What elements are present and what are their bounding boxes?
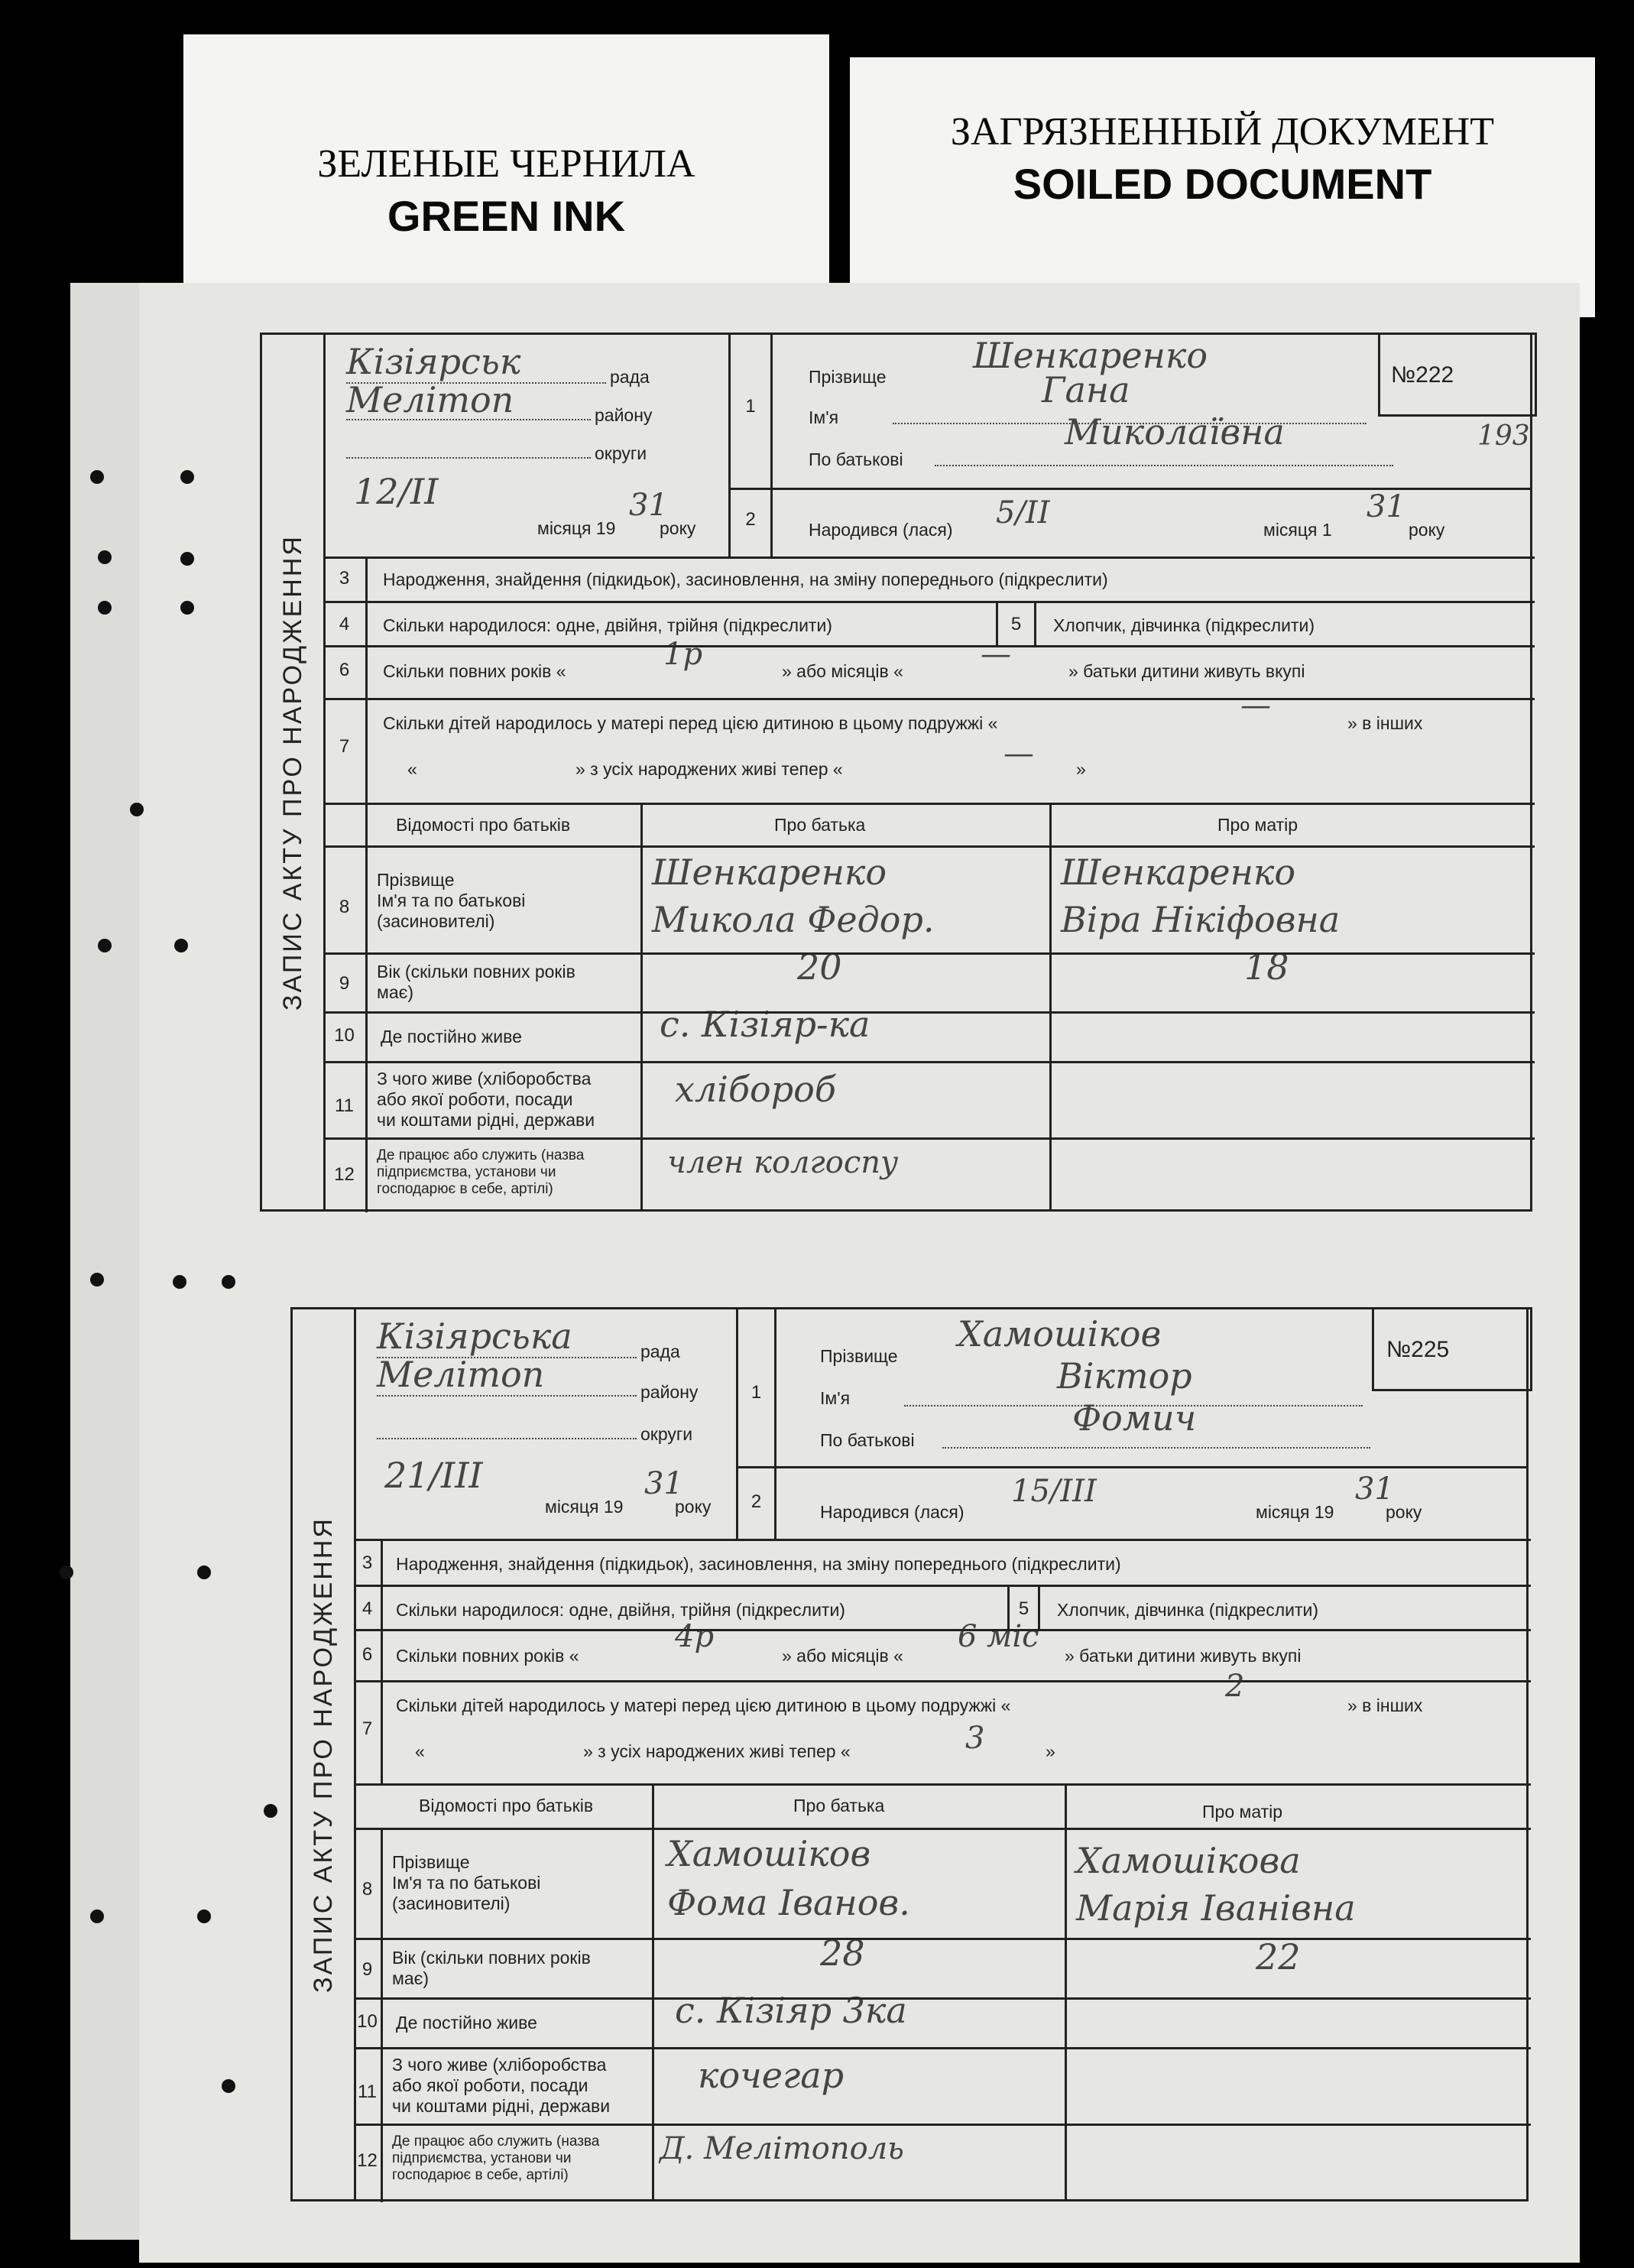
rada-label: рада [640, 1342, 680, 1361]
row9-label: Вік (скільки повних років має) [392, 1948, 591, 1988]
months-together-value: 6 міс [958, 1619, 1039, 1654]
birth-month-label: місяця 1 [1263, 520, 1332, 540]
registration-number-box [1372, 1307, 1532, 1391]
raion-label: району [640, 1382, 699, 1402]
punch-hole [60, 1566, 73, 1579]
year-label: року [660, 518, 696, 538]
month-label: місяця 19 [537, 518, 616, 538]
birth-year-label: року [1386, 1502, 1422, 1522]
row7-e: » [1076, 759, 1086, 779]
soiled-label-ru: ЗАГРЯЗНЕННЫЙ ДОКУМЕНТ [950, 110, 1495, 154]
green-ink-label-card [183, 34, 829, 287]
soiled-label-en: SOILED DOCUMENT [1013, 160, 1432, 208]
patronymic-label: По батькові [820, 1430, 915, 1450]
punch-hole [197, 1909, 211, 1923]
surname-value: Шенкаренко [973, 335, 1208, 376]
row7-c: « [407, 759, 417, 779]
punch-hole [90, 1909, 104, 1923]
soiled-document-label-card [850, 57, 1595, 317]
row6-a: Скільки повних років « [396, 1646, 579, 1666]
punch-hole [222, 1275, 235, 1289]
patronymic-value: Фомич [1072, 1397, 1197, 1439]
raion-value: Мелітоп [346, 379, 514, 420]
row10-label: Де постійно живе [381, 1027, 522, 1046]
row11-label: З чого живе (хліборобства або якої роботи, посади чи коштами рідні, держави [377, 1069, 595, 1130]
punch-hole [90, 470, 104, 484]
row7-b: » в інших [1347, 1695, 1423, 1715]
residence-value: с. Кізіяр-ка [660, 1004, 870, 1045]
years-together-value: 4р [675, 1619, 715, 1654]
registration-number-box [1378, 333, 1537, 417]
punch-hole [98, 939, 112, 952]
workplace-value: Д. Мелітополь [660, 2131, 904, 2166]
row4-text: Скільки народилося: одне, двійня, трійня (підкреслити) [396, 1600, 845, 1620]
born-label: Народився (лася) [820, 1502, 965, 1522]
punch-hole [98, 601, 112, 615]
registration-number: №222 [1391, 362, 1454, 388]
alive-now-value: — [1003, 736, 1034, 771]
birth-month-label: місяця 19 [1256, 1502, 1334, 1522]
residence-value: с. Кізіяр 3ка [675, 1990, 907, 2031]
punch-hole [174, 939, 188, 952]
row3-text: Народження, знайдення (підкидьок), засиновлення, на зміну попереднього (підкреслити) [396, 1554, 1121, 1574]
year-label: року [675, 1497, 712, 1517]
row6-a: Скільки повних років « [383, 661, 566, 681]
punch-hole [180, 601, 194, 615]
parents-header: Відомості про батьків [419, 1796, 594, 1815]
father-name-value: Хамошіков Фома Іванов. [667, 1833, 910, 1923]
row12-label: Де працює або служить (назва підприємства, установи чи господарює в себе, артілі) [392, 2133, 600, 2183]
row4-text: Скільки народилося: одне, двійня, трійня (підкреслити) [383, 615, 832, 635]
okruhy-label: округи [640, 1424, 693, 1444]
born-label: Народився (лася) [809, 520, 953, 540]
row7-a: Скільки дітей народилось у матері перед цією дитиною в цьому подружжі « [396, 1695, 1011, 1715]
name-value: Гана [1042, 369, 1130, 410]
children-before-value: — [1240, 688, 1271, 723]
record-year-value: 31 [629, 488, 668, 523]
about-father-header: Про батька [793, 1796, 885, 1815]
months-together-value: — [981, 637, 1011, 672]
row11-label: З чого живе (хліборобства або якої роботи, посади чи коштами рідні, держави [392, 2055, 611, 2116]
row8-label: Прізвище Ім'я та по батькові (засиновителі) [377, 870, 526, 931]
row10-label: Де постійно живе [396, 2013, 537, 2033]
row6-b: » або місяців « [782, 661, 903, 681]
children-before-value: 2 [1225, 1669, 1245, 1704]
row5-text: Хлопчик, дівчинка (підкреслити) [1053, 615, 1315, 635]
mother-age-value: 18 [1244, 946, 1289, 988]
punch-hole [90, 1273, 104, 1286]
surname-label: Прізвище [820, 1346, 898, 1366]
record-side-title: ЗАПИС АКТУ ПРО НАРОДЖЕННЯ [293, 1309, 356, 2199]
row6-c: » батьки дитини живуть вкупі [1065, 1646, 1302, 1666]
mother-age-value: 22 [1256, 1936, 1301, 1978]
mother-name-value: Шенкаренко Віра Нікіфовна [1061, 852, 1341, 940]
father-age-value: 28 [820, 1932, 865, 1974]
registration-number: №225 [1386, 1337, 1450, 1362]
father-name-value: Шенкаренко Микола Федор. [652, 852, 935, 940]
row7-d: » з усіх народжених живі тепер « [583, 1741, 851, 1761]
punch-hole [180, 470, 194, 484]
row8-label: Прізвище Ім'я та по батькові (засиновителі) [392, 1852, 541, 1913]
punch-hole [130, 803, 144, 816]
birth-year-value: 31 [1367, 489, 1405, 524]
birth-date-value: 15/ІІІ [1011, 1474, 1097, 1509]
birth-record-form-2: ЗАПИС АКТУ ПРО НАРОДЖЕННЯ Кізіярська рада Мелітоп району округи 21/ІІІ місяця 19 31 року 1 2 Прізвище Хамошіков Ім'я Віктор По батькові Фомич №225 Народився (лася) 15/ІІІ місяця 19 31 року 3 Народження, знайдення (підкидьок), засиновлення, на зміну попереднього (підкреслити) 4 Скільки народилося: одне, двійня, трійня (підкреслити) 5 Хлопчик, дівчинка (підкреслити) 6 Скільки повних років « 4р » або місяців « 6 міс » батьки дитини живуть вкупі 7 Скільки дітей народилось у матері перед цією дитиною в цьому подружжі « 2 » в інших « » з усіх народжених живі тепер « 3 » Відомості про батьків Про батька Про матір 8 Прізвище Ім'я та по батькові (засиновителі) Хамошіков Фома Іванов. Хамошікова Марія Іванівна 9 Вік (скільки повних років має) 28 22 10 Де постійно живе с. Кізіяр 3ка 11 З чого живе (хліборобства або якої роботи, посади чи коштами рідні, держави кочегар 12 Де працює або служить (назва підприємства, установи чи господарює в себе, артілі) Д. Мелітополь [290, 1307, 1529, 2201]
parents-header: Відомості про батьків [396, 815, 571, 835]
occupation-value: кочегар [698, 2055, 845, 2096]
birth-year-label: року [1409, 520, 1445, 540]
punch-hole [180, 552, 194, 566]
surname-label: Прізвище [809, 367, 887, 387]
name-label: Ім'я [809, 407, 839, 427]
birth-date-value: 5/ІІ [996, 495, 1050, 530]
punch-hole [197, 1566, 211, 1579]
raion-label: району [595, 405, 653, 425]
alive-now-value: 3 [965, 1721, 985, 1756]
rada-value: Кізіярськ [346, 341, 521, 382]
name-label: Ім'я [820, 1388, 851, 1408]
record-date-value: 12/ІІ [354, 471, 439, 512]
punch-hole [173, 1275, 186, 1289]
punch-hole [264, 1804, 277, 1818]
row7-d: » з усіх народжених живі тепер « [575, 759, 843, 779]
rada-value: Кізіярська [377, 1316, 572, 1357]
name-value: Віктор [1057, 1355, 1192, 1397]
mother-name-value: Хамошікова Марія Іванівна [1076, 1840, 1356, 1929]
birth-year-value: 31 [1355, 1471, 1394, 1507]
row7-c: « [415, 1741, 425, 1761]
years-together-value: 1р [663, 637, 703, 672]
punch-hole [222, 2079, 235, 2093]
row7-b: » в інших [1347, 713, 1423, 733]
binding-strip [70, 283, 139, 2240]
month-label: місяця 19 [545, 1497, 624, 1517]
patronymic-label: По батькові [809, 449, 903, 469]
record-year-value: 31 [644, 1466, 683, 1501]
birth-record-form-1: ЗАПИС АКТУ ПРО НАРОДЖЕННЯ Кізіярськ рада Мелітоп району округи 12/ІІ місяця 19 31 року 1 2 Прізвище Шенкаренко Ім'я Гана По батькові Миколаївна №222 193 Народився (лася) 5/ІІ місяця 1 31 року 3 Народження, знайдення (підкидьок), засиновлення, на зміну попереднього (підкреслити) 4 Скільки народилося: одне, двійня, трійня (підкреслити) 5 Хлопчик, дівчинка (підкреслити) 6 Скільки повних років « 1р » або місяців « — » батьки дитини живуть вкупі 7 Скільки дітей народилось у матері перед цією дитиною в цьому подружжі « — » в інших « » з усіх народжених живі тепер « — » Відомості про батьків Про батька Про матір 8 Прізвище Ім'я та по батькові (засиновителі) Шенкаренко Микола Федор. Шенкаренко Віра Нікіфовна 9 Вік (скільки повних років має) 20 18 10 Де постійно живе с. Кізіяр-ка 11 З чого живе (хліборобства або якої роботи, посади чи коштами рідні, держави хлібороб 12 Де працює або служить (назва підприємства, установи чи господарює в себе, артілі) член колгоспу [260, 333, 1532, 1212]
corner-year: 193 [1477, 420, 1530, 452]
patronymic-value: Миколаївна [1065, 411, 1285, 453]
row12-label: Де працює або служить (назва підприємства, установи чи господарює в себе, артілі) [377, 1147, 585, 1197]
row6-c: » батьки дитини живуть вкупі [1068, 661, 1305, 681]
punch-hole [98, 550, 112, 564]
green-ink-label-en: GREEN INK [387, 192, 626, 240]
row3-text: Народження, знайдення (підкидьок), засиновлення, на зміну попереднього (підкреслити) [383, 569, 1108, 589]
row5-text: Хлопчик, дівчинка (підкреслити) [1057, 1600, 1319, 1620]
occupation-value: хлібороб [675, 1069, 836, 1110]
row7-a: Скільки дітей народилось у матері перед цією дитиною в цьому подружжі « [383, 713, 998, 733]
row6-b: » або місяців « [782, 1646, 903, 1666]
okruhy-label: округи [595, 443, 647, 463]
rada-label: рада [610, 367, 650, 387]
record-side-title: ЗАПИС АКТУ ПРО НАРОДЖЕННЯ [262, 335, 326, 1209]
green-ink-label-ru: ЗЕЛЕНЫЕ ЧЕРНИЛА [317, 142, 695, 186]
workplace-value: член колгоспу [667, 1145, 899, 1180]
about-mother-header: Про матір [1202, 1802, 1283, 1822]
about-father-header: Про батька [774, 815, 866, 835]
about-mother-header: Про матір [1217, 815, 1298, 835]
raion-value: Мелітоп [377, 1354, 545, 1395]
row7-e: » [1046, 1741, 1055, 1761]
father-age-value: 20 [797, 946, 842, 988]
row9-label: Вік (скільки повних років має) [377, 962, 575, 1002]
surname-value: Хамошіков [958, 1313, 1162, 1355]
record-date-value: 21/ІІІ [384, 1455, 483, 1496]
